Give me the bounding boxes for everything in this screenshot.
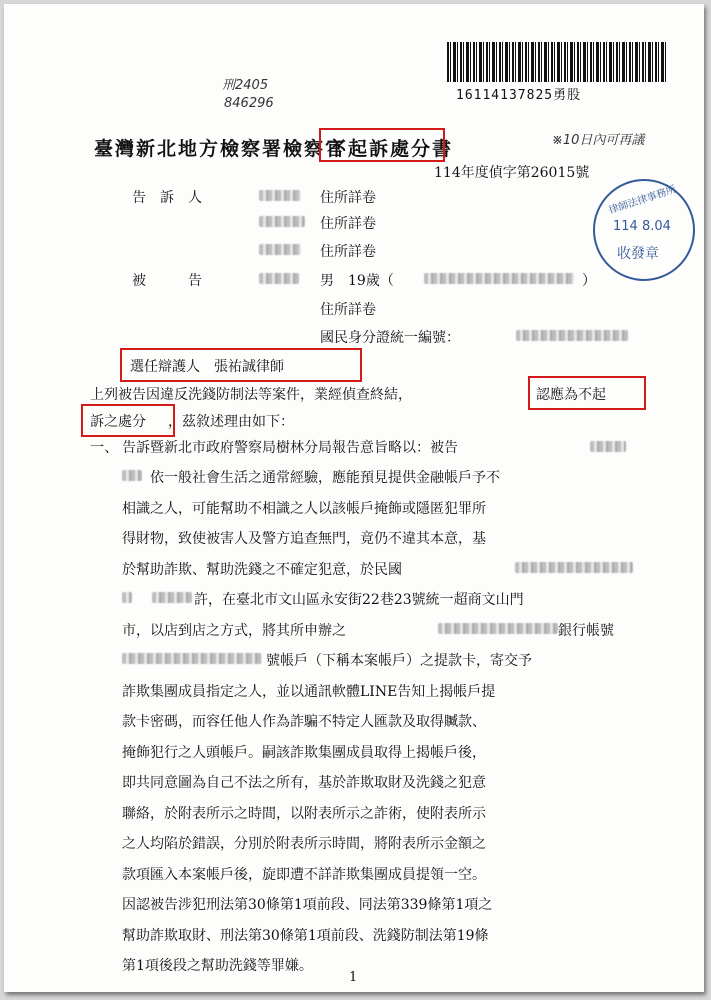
body-line: 許，在臺北市文山區永安街22巷23號統一超商文山門 bbox=[194, 592, 524, 608]
redacted-name bbox=[259, 273, 299, 284]
document-type: 不起訴處分書 bbox=[327, 138, 454, 160]
defender: 選任辯護人 張祐誠律師 bbox=[130, 359, 284, 375]
case-number: 114年度偵字第26015號 bbox=[434, 165, 590, 181]
redacted-name bbox=[259, 244, 301, 255]
body-line: 銀行帳號 bbox=[558, 623, 614, 639]
address-note: 住所詳卷 bbox=[320, 302, 376, 318]
address-note: 住所詳卷 bbox=[320, 216, 376, 232]
highlight-box bbox=[528, 376, 646, 410]
barcode-number: 16114137825勇股 bbox=[456, 88, 582, 103]
handwritten-note: 刑2405 bbox=[222, 78, 269, 93]
redacted-name bbox=[122, 470, 142, 481]
stamp-label: 收發章 bbox=[617, 246, 659, 262]
document-page bbox=[4, 4, 704, 992]
page-number: 1 bbox=[349, 970, 358, 985]
intro-line: 上列被告因違反洗錢防制法等案件，業經偵查終結， bbox=[90, 387, 412, 403]
body-line: 即共同意圖為自己不法之所有，基於詐欺取財及洗錢之犯意 bbox=[122, 775, 486, 791]
body-line: 詐欺集團成員指定之人，並以通訊軟體LINE告知上揭帳戶提 bbox=[122, 684, 496, 700]
redacted-name bbox=[259, 216, 305, 227]
redacted-date bbox=[122, 592, 132, 603]
office-title: 臺灣新北地方檢察署檢察官 bbox=[94, 138, 347, 160]
intro-line: 認應為不起 bbox=[536, 387, 606, 403]
defendant-label: 被 告 bbox=[132, 273, 202, 289]
handwritten-note: 846296 bbox=[224, 96, 274, 111]
body-line: 聯絡，於附表所示之時間，以附表所示之詐術，使附表所示 bbox=[122, 806, 486, 822]
handwritten-note: ※10日內可再議 bbox=[552, 133, 645, 148]
body-line: 相識之人，可能幫助不相識之人以該帳戶掩飾或隱匿犯罪所 bbox=[122, 501, 486, 517]
received-stamp bbox=[593, 179, 695, 281]
body-line: 得財物，致使被害人及警方追查無門，竟仍不違其本意，基 bbox=[122, 531, 486, 547]
redacted-id bbox=[516, 330, 628, 341]
highlight-box bbox=[120, 348, 362, 382]
body-line: 告訴暨新北市政府警察局樹林分局報告意旨略以：被告 bbox=[122, 440, 458, 456]
body-line: 因認被告涉犯刑法第30條第1項前段、同法第339條第1項之 bbox=[122, 897, 493, 913]
barcode bbox=[447, 42, 667, 82]
body-line: 第1項後段之幫助洗錢等罪嫌。 bbox=[122, 958, 313, 974]
address-note: 住所詳卷 bbox=[320, 244, 376, 260]
id-label: 國民身分證統一編號： bbox=[320, 330, 460, 346]
section-number: 一、 bbox=[90, 440, 119, 456]
defendant-info: 男 19歲（ bbox=[320, 273, 394, 289]
address-note: 住所詳卷 bbox=[320, 190, 376, 206]
complainant-label: 告 訴 人 bbox=[132, 190, 202, 206]
body-line: 市，以店到店之方式，將其所申辦之 bbox=[122, 623, 346, 639]
body-line: 依一般社會生活之通常經驗，應能預見提供金融帳戶予不 bbox=[150, 470, 500, 486]
body-line: 號帳戶（下稱本案帳戶）之提款卡，寄交予 bbox=[266, 653, 532, 669]
body-line: 掩飾犯行之人頭帳戶。嗣該詐欺集團成員取得上揭帳戶後， bbox=[122, 745, 486, 761]
intro-line: 訴之處分 bbox=[90, 414, 146, 430]
body-line: 於幫助詐欺、幫助洗錢之不確定犯意，於民國 bbox=[122, 562, 402, 578]
body-line: 幫助詐欺取財、刑法第30條第1項前段、洗錢防制法第19條 bbox=[122, 928, 489, 944]
body-line: 款卡密碼，而容任他人作為詐騙不特定人匯款及取得贓款、 bbox=[122, 714, 486, 730]
redacted-name bbox=[590, 441, 626, 452]
redacted-name bbox=[259, 190, 301, 201]
redacted-birthdate bbox=[424, 273, 574, 284]
highlight-box bbox=[319, 128, 445, 162]
intro-line: ，茲敘述理由如下： bbox=[168, 414, 294, 430]
redacted-date bbox=[515, 562, 633, 573]
stamp-date: 114 8.04 bbox=[613, 219, 671, 234]
body-line: 款項匯入本案帳戶後，旋即遭不詳詐欺集團成員提領一空。 bbox=[122, 867, 486, 883]
highlight-box bbox=[81, 404, 175, 437]
body-line: 之人均陷於錯誤，分別於附表所示時間，將附表所示金額之 bbox=[122, 836, 486, 852]
redacted-bank bbox=[438, 623, 558, 634]
defendant-info-close: ） bbox=[582, 273, 596, 289]
stamp-org: 律師法律事務所 bbox=[607, 184, 678, 217]
redacted-account bbox=[122, 653, 262, 664]
redacted-time bbox=[152, 592, 192, 603]
